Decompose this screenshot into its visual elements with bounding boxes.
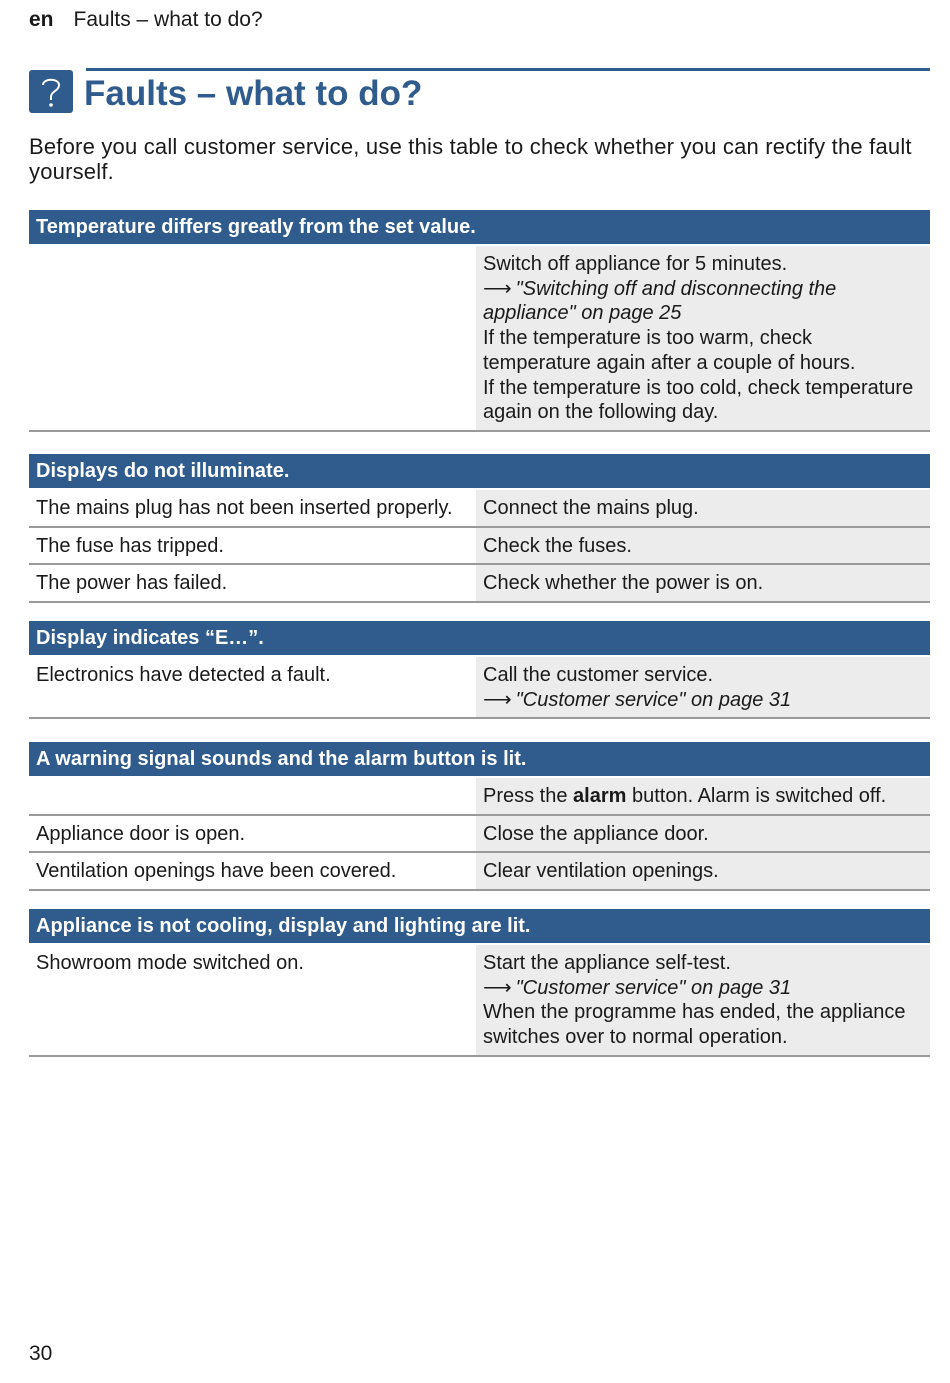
alarm-button-label: alarm <box>573 785 627 807</box>
fault-row <box>29 853 930 891</box>
cause-cell: Ventilation openings have been covered. <box>36 860 397 883</box>
remedy-line: Check whether the power is on. <box>483 572 764 595</box>
remedy-cell <box>476 490 930 526</box>
remedy-line: Close the appliance door. <box>483 822 709 845</box>
remedy-line: If the temperature is too warm, check temperature again after a couple of hours. <box>483 327 856 374</box>
fault-heading: Display indicates “E…”. <box>29 621 930 657</box>
fault-heading: A warning signal sounds and the alarm button is lit. <box>29 742 930 778</box>
long-arrow-right-icon: ⟶ <box>483 277 512 300</box>
cause-cell: Appliance door is open. <box>36 822 246 845</box>
remedy-line: Call the customer service. <box>483 664 714 686</box>
fault-table <box>29 742 930 891</box>
remedy-cell <box>476 657 930 717</box>
remedy-cell <box>476 853 930 889</box>
fault-heading: Appliance is not cooling, display and lighting are lit. <box>29 909 930 945</box>
cause-cell: Electronics have detected a fault. <box>36 664 331 686</box>
page-number: 30 <box>29 1342 53 1365</box>
cross-reference-text: "Customer service" on page 31 <box>515 976 792 999</box>
fault-row <box>29 778 930 816</box>
fault-row <box>29 816 930 854</box>
remedy-text: button. Alarm is switched off. <box>626 785 887 807</box>
language-code: en <box>29 8 54 31</box>
fault-row <box>29 657 930 719</box>
long-arrow-right-icon: ⟶ <box>483 976 512 999</box>
title-row <box>29 68 930 116</box>
remedy-text: Press the <box>483 785 574 807</box>
fault-row <box>29 565 930 603</box>
running-head <box>29 8 263 32</box>
fault-table <box>29 909 930 1057</box>
remedy-cell <box>476 816 930 852</box>
remedy-line: Start the appliance self-test. <box>483 952 731 974</box>
remedy-line: Clear ventilation openings. <box>483 860 719 883</box>
cause-cell: Showroom mode switched on. <box>36 952 304 974</box>
question-mark-icon <box>29 70 73 113</box>
cause-cell: The mains plug has not been inserted properly. <box>36 497 453 519</box>
remedy-cell <box>476 565 930 601</box>
cross-reference-text: "Switching off and disconnecting the appliance" on page 25 <box>483 277 837 325</box>
cause-cell: The power has failed. <box>36 572 228 595</box>
fault-row <box>29 945 930 1057</box>
fault-table <box>29 454 930 603</box>
remedy-line: When the programme has ended, the appliance switches over to normal operation. <box>483 1001 906 1049</box>
cross-reference <box>483 688 923 713</box>
remedy-cell <box>476 778 930 814</box>
cause-cell <box>29 246 469 430</box>
cross-reference <box>483 277 923 326</box>
remedy-cell <box>476 528 930 564</box>
remedy-line <box>483 784 923 809</box>
fault-row <box>29 490 930 528</box>
cause-cell: The fuse has tripped. <box>36 534 224 557</box>
fault-table <box>29 210 930 432</box>
remedy-line: Connect the mains plug. <box>483 497 699 519</box>
title-rule <box>86 68 930 71</box>
cause-cell <box>29 778 469 814</box>
long-arrow-right-icon: ⟶ <box>483 688 512 711</box>
fault-row <box>29 528 930 566</box>
cross-reference <box>483 976 923 1001</box>
remedy-line: Switch off appliance for 5 minutes. <box>483 253 788 275</box>
fault-row <box>29 246 930 432</box>
page-title: Faults – what to do? <box>84 74 423 113</box>
intro-text: Before you call customer service, use this table to check whether you can rectify the fault yourself. <box>29 134 912 184</box>
remedy-line: If the temperature is too cold, check temperature again on the following day. <box>483 376 914 424</box>
fault-heading: Displays do not illuminate. <box>29 454 930 490</box>
remedy-cell <box>476 945 930 1055</box>
fault-heading: Temperature differs greatly from the set value. <box>29 210 930 246</box>
remedy-line: Check the fuses. <box>483 534 632 557</box>
cross-reference-text: "Customer service" on page 31 <box>515 688 792 711</box>
remedy-cell <box>476 246 930 430</box>
running-head-title: Faults – what to do? <box>73 8 263 31</box>
fault-table <box>29 621 930 719</box>
